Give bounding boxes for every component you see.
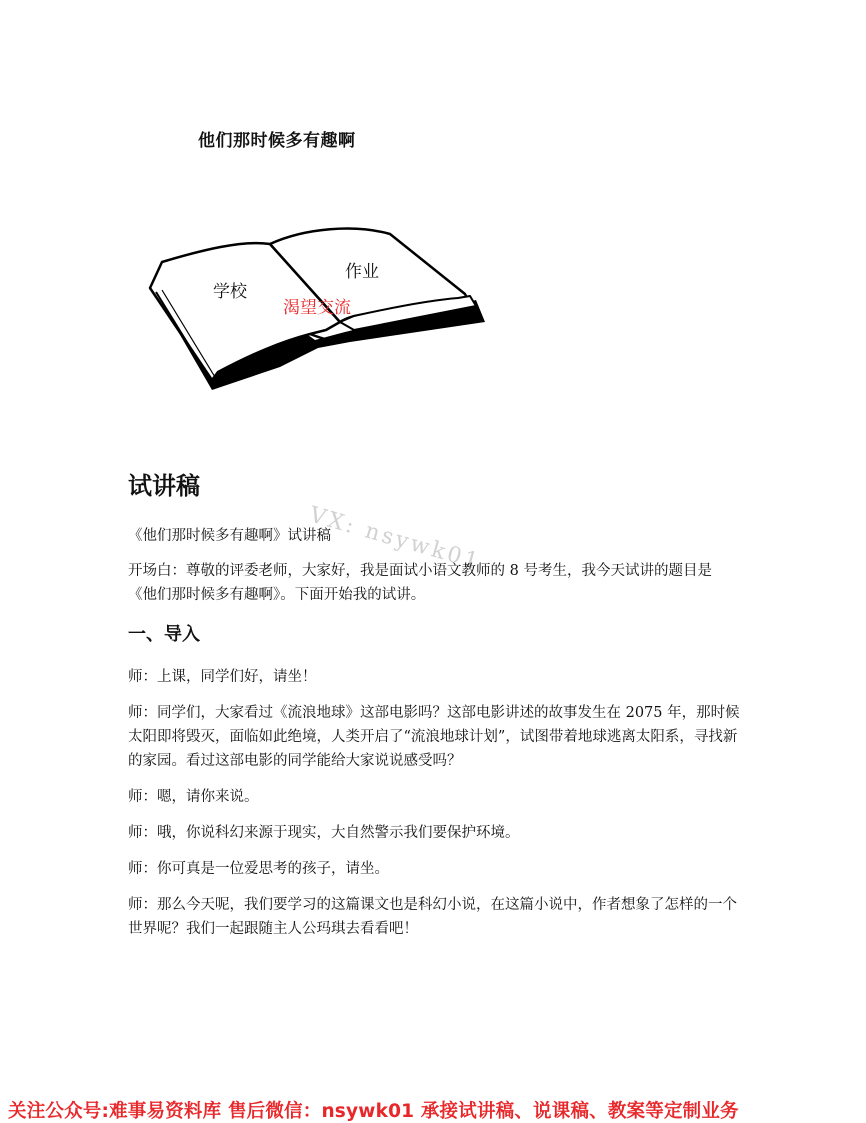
body-paragraph: 师：嗯，请你来说。 xyxy=(128,789,259,805)
body-paragraph: 师：同学们，大家看过《流浪地球》这部电影吗？这部电影讲述的故事发生在 2075 年，那时候太阳即将毁灭，面临如此绝境，人类开启了“流浪地球计划”，试图带着地球逃离太阳系，寻找新的家园。看过这部电影的同学能给大家说说感受吗？ xyxy=(128,705,740,769)
body-paragraph: 师：那么今天呢，我们要学习的这篇课文也是科幻小说，在这篇小说中，作者想象了怎样的一个世界呢？我们一起跟随主人公玛琪去看看吧！ xyxy=(128,897,737,937)
book-label-longing: 渴望交流 xyxy=(283,298,351,318)
book-label-homework: 作业 xyxy=(345,262,379,282)
body-paragraph: 师：哦，你说科幻来源于现实，大自然警示我们要保护环境。 xyxy=(128,825,520,841)
opening-paragraph: 开场白：尊敬的评委老师，大家好，我是面试小语文教师的 8 号考生，我今天试讲的题目是《他们那时候多有趣啊》。下面开始我的试讲。 xyxy=(128,563,712,603)
document-title: 试讲稿 xyxy=(128,472,200,500)
document-body xyxy=(128,524,740,953)
document-subtitle: 《他们那时候多有趣啊》试讲稿 xyxy=(128,528,331,544)
book-label-school: 学校 xyxy=(213,282,247,302)
watermark: VX: nsywk01 xyxy=(306,502,484,576)
section-heading: 一、导入 xyxy=(128,624,200,645)
body-paragraph: 师：上课，同学们好，请坐！ xyxy=(128,669,317,685)
body-paragraph: 师：你可真是一位爱思考的孩子，请坐。 xyxy=(128,861,389,877)
board-title: 他们那时候多有趣啊 xyxy=(198,131,356,151)
footer-banner: 关注公众号:难事易资料库 售后微信：nsywk01 承接试讲稿、说课稿、教案等定制业务 xyxy=(8,1101,739,1122)
book-illustration xyxy=(140,222,490,400)
